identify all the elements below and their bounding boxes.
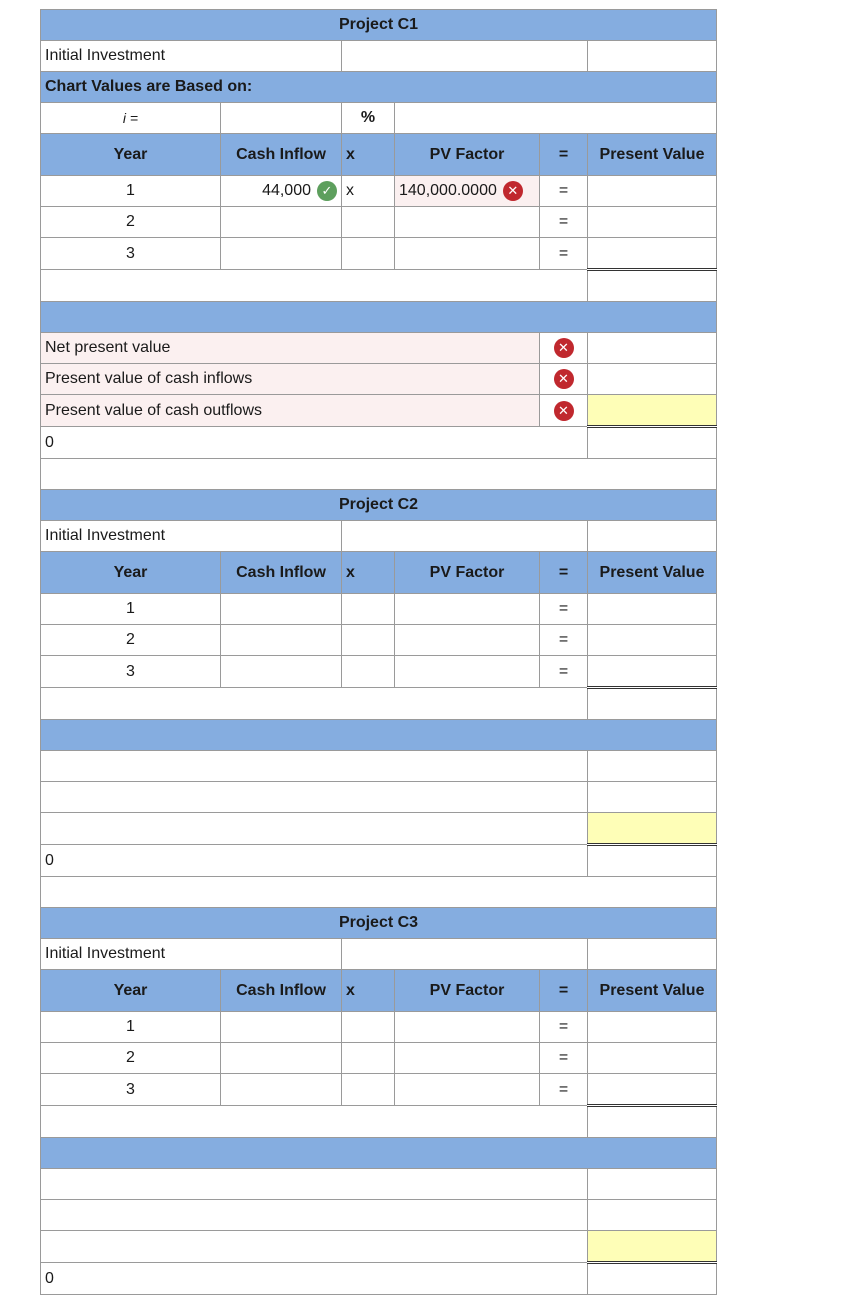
c1-present-value-header: Present Value — [588, 134, 717, 176]
c3-row-3-year: 3 — [41, 1074, 221, 1106]
c1-pv-inflows-input[interactable] — [588, 364, 717, 395]
c3-row-2 — [41, 1043, 717, 1074]
c3-row-1-eq: = — [540, 1012, 588, 1043]
c3-row-2-pv-factor-input[interactable] — [395, 1043, 540, 1074]
c2-row-2-present-value-input[interactable] — [588, 625, 717, 656]
c3-cash-inflow-header: Cash Inflow — [221, 970, 342, 1012]
c1-interest-input[interactable] — [221, 103, 342, 134]
c2-summary-line-2-value[interactable] — [588, 782, 717, 813]
c3-row-3-present-value-input[interactable] — [588, 1074, 717, 1106]
c3-eq-header: = — [540, 970, 588, 1012]
c2-end-spacer — [41, 877, 717, 908]
c3-row-2-year: 2 — [41, 1043, 221, 1074]
c1-row-2-cash-inflow-input[interactable] — [221, 207, 342, 238]
c3-summary-line-1-value[interactable] — [588, 1169, 717, 1200]
c1-eq-header: = — [540, 134, 588, 176]
c3-summary-line-2-input[interactable] — [41, 1200, 588, 1231]
c3-row-3-pv-factor-input[interactable] — [395, 1074, 540, 1106]
c1-npv-input[interactable] — [588, 333, 717, 364]
c1-row-3-x — [342, 238, 395, 270]
c1-row-3-pv-factor-input[interactable] — [395, 238, 540, 270]
c2-initial-investment-label: Initial Investment — [41, 521, 342, 552]
c1-row-3-eq: = — [540, 238, 588, 270]
c2-row-1-present-value-input[interactable] — [588, 594, 717, 625]
c2-row-1-cash-inflow-input[interactable] — [221, 594, 342, 625]
c2-initial-investment-input[interactable] — [342, 521, 588, 552]
c2-summary-line-1-input[interactable] — [41, 751, 588, 782]
cross-icon: ✕ — [554, 338, 574, 358]
c3-row-1-pv-factor-input[interactable] — [395, 1012, 540, 1043]
c3-summary-line-2-value[interactable] — [588, 1200, 717, 1231]
c1-based-on-label: Chart Values are Based on: — [41, 72, 717, 103]
c2-cash-inflow-header: Cash Inflow — [221, 552, 342, 594]
c2-total-present-value[interactable] — [588, 688, 717, 720]
c1-initial-investment-label: Initial Investment — [41, 41, 342, 72]
c3-x-header: x — [342, 970, 395, 1012]
check-icon: ✓ — [317, 181, 337, 201]
c3-initial-investment-label: Initial Investment — [41, 939, 342, 970]
c2-row-2-cash-inflow-input[interactable] — [221, 625, 342, 656]
c2-row-2-eq: = — [540, 625, 588, 656]
c1-percent-sign: % — [342, 103, 395, 134]
c1-row-2-pv-factor-input[interactable] — [395, 207, 540, 238]
c2-zero-value: 0 — [41, 845, 588, 877]
c3-row-1 — [41, 1012, 717, 1043]
c1-row-3-present-value-input[interactable] — [588, 238, 717, 270]
c1-row-3-cash-inflow-input[interactable] — [221, 238, 342, 270]
c3-year-header: Year — [41, 970, 221, 1012]
c2-eq-header: = — [540, 552, 588, 594]
npv-worksheet — [40, 9, 716, 1295]
c2-x-header: x — [342, 552, 395, 594]
c1-pv-outflows-label: Present value of cash outflows — [41, 395, 540, 427]
c1-initial-investment-input[interactable] — [342, 41, 588, 72]
c2-row-3-cash-inflow-input[interactable] — [221, 656, 342, 688]
cross-icon: ✕ — [503, 181, 523, 201]
c2-row-1-eq: = — [540, 594, 588, 625]
c2-title: Project C2 — [41, 490, 717, 521]
c3-row-3-eq: = — [540, 1074, 588, 1106]
c3-row-2-present-value-input[interactable] — [588, 1043, 717, 1074]
c3-row-1-present-value-input[interactable] — [588, 1012, 717, 1043]
c3-row-1-year: 1 — [41, 1012, 221, 1043]
c3-row-3-x — [342, 1074, 395, 1106]
c1-row-3 — [41, 238, 717, 270]
c3-row-1-cash-inflow-input[interactable] — [221, 1012, 342, 1043]
c1-summary-band — [41, 302, 717, 333]
c1-row-1-cash-inflow-value: 44,000 — [262, 182, 311, 199]
c1-interest-spacer — [395, 103, 717, 134]
c3-total-present-value[interactable] — [588, 1106, 717, 1138]
c1-row-2-year: 2 — [41, 207, 221, 238]
c2-row-2 — [41, 625, 717, 656]
c2-present-value-header: Present Value — [588, 552, 717, 594]
c1-end-spacer — [41, 459, 717, 490]
c1-zero-value: 0 — [41, 427, 588, 459]
c2-row-3-eq: = — [540, 656, 588, 688]
c2-initial-investment-value[interactable] — [588, 521, 717, 552]
c1-row-1-pv-factor-value: 140,000.0000 — [399, 182, 497, 199]
c1-row-1-eq: = — [540, 176, 588, 207]
c3-row-3-cash-inflow-input[interactable] — [221, 1074, 342, 1106]
c1-pv-inflows-status — [540, 364, 588, 395]
c2-summary-line-1-value[interactable] — [588, 751, 717, 782]
c3-initial-investment-value[interactable] — [588, 939, 717, 970]
c1-row-3-year: 3 — [41, 238, 221, 270]
c3-summary-line-1-input[interactable] — [41, 1169, 588, 1200]
c3-initial-investment-input[interactable] — [342, 939, 588, 970]
c1-row-2 — [41, 207, 717, 238]
c1-pv-outflows-status — [540, 395, 588, 427]
c2-row-3-x — [342, 656, 395, 688]
c3-row-3 — [41, 1074, 717, 1106]
c3-zero-value: 0 — [41, 1263, 588, 1295]
c3-summary-line-3-input[interactable] — [41, 1231, 588, 1263]
c2-row-1-pv-factor-input[interactable] — [395, 594, 540, 625]
c1-initial-investment-value[interactable] — [588, 41, 717, 72]
c1-row-1-present-value-input[interactable] — [588, 176, 717, 207]
c1-row-2-present-value-input[interactable] — [588, 207, 717, 238]
c3-pv-factor-header: PV Factor — [395, 970, 540, 1012]
c1-total-present-value[interactable] — [588, 270, 717, 302]
c2-year-header: Year — [41, 552, 221, 594]
c3-row-2-x — [342, 1043, 395, 1074]
c2-summary-band — [41, 720, 717, 751]
c1-zero-result[interactable] — [588, 427, 717, 459]
c2-row-2-x — [342, 625, 395, 656]
c3-summary-band — [41, 1138, 717, 1169]
c2-row-2-year: 2 — [41, 625, 221, 656]
c1-row-1-pv-factor-input[interactable] — [395, 176, 540, 207]
c1-pv-outflows-input[interactable] — [588, 395, 717, 427]
c1-title: Project C1 — [41, 10, 717, 41]
c1-npv-status — [540, 333, 588, 364]
c1-x-header: x — [342, 134, 395, 176]
c3-summary-line-3-value[interactable] — [588, 1231, 717, 1263]
c3-row-2-eq: = — [540, 1043, 588, 1074]
c1-npv-label: Net present value — [41, 333, 540, 364]
c2-summary-line-3-value[interactable] — [588, 813, 717, 845]
c2-summary-line-2-input[interactable] — [41, 782, 588, 813]
c2-row-1 — [41, 594, 717, 625]
c3-row-1-x — [342, 1012, 395, 1043]
npv-table — [40, 9, 717, 1295]
c1-row-1-x: x — [342, 176, 395, 207]
c2-total-spacer — [41, 688, 588, 720]
c2-summary-line-3-input[interactable] — [41, 813, 588, 845]
c1-pv-factor-header: PV Factor — [395, 134, 540, 176]
c1-interest-label: i = — [41, 103, 221, 134]
c1-row-1-year: 1 — [41, 176, 221, 207]
c1-row-2-x — [342, 207, 395, 238]
c2-pv-factor-header: PV Factor — [395, 552, 540, 594]
c1-total-spacer — [41, 270, 588, 302]
c2-row-1-x — [342, 594, 395, 625]
c2-row-1-year: 1 — [41, 594, 221, 625]
c1-year-header: Year — [41, 134, 221, 176]
cross-icon: ✕ — [554, 401, 574, 421]
c3-zero-result[interactable] — [588, 1263, 717, 1295]
c2-row-3-pv-factor-input[interactable] — [395, 656, 540, 688]
c2-row-3 — [41, 656, 717, 688]
c1-pv-inflows-label: Present value of cash inflows — [41, 364, 540, 395]
c1-row-1-cash-inflow-input[interactable] — [221, 176, 342, 207]
c3-present-value-header: Present Value — [588, 970, 717, 1012]
c1-row-1 — [41, 176, 717, 207]
c2-row-3-year: 3 — [41, 656, 221, 688]
cross-icon: ✕ — [554, 369, 574, 389]
c3-title: Project C3 — [41, 908, 717, 939]
c2-row-3-present-value-input[interactable] — [588, 656, 717, 688]
c3-total-spacer — [41, 1106, 588, 1138]
c2-row-2-pv-factor-input[interactable] — [395, 625, 540, 656]
c3-row-2-cash-inflow-input[interactable] — [221, 1043, 342, 1074]
c2-zero-result[interactable] — [588, 845, 717, 877]
c1-cash-inflow-header: Cash Inflow — [221, 134, 342, 176]
c1-row-2-eq: = — [540, 207, 588, 238]
